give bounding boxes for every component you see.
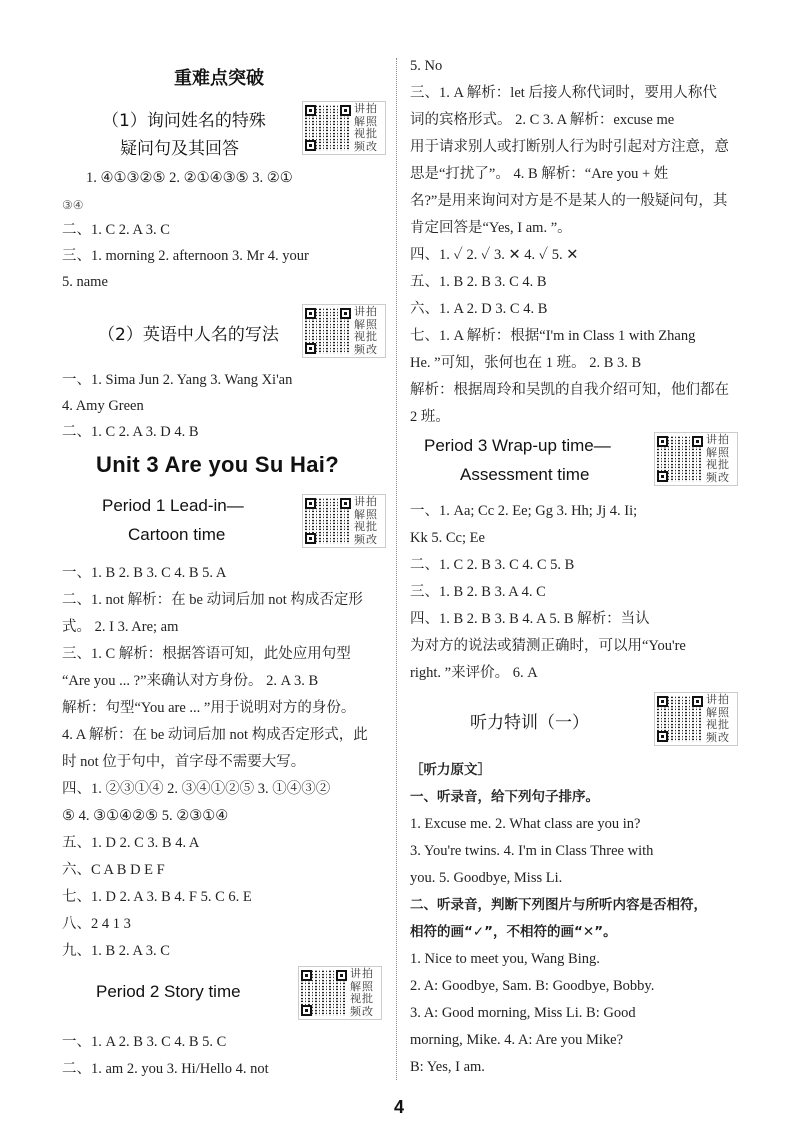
answer-line: 5. No (410, 58, 443, 74)
qr-code-icon (305, 308, 351, 354)
qr-code-icon (657, 696, 703, 742)
answer-line: 八、2 4 1 3 (62, 916, 131, 932)
qr-code-icon (301, 970, 347, 1016)
answer-line: 七、1. A 解析：根据“I'm in Class 1 with Zhang (410, 328, 696, 344)
answer-line: 九、1. B 2. A 3. C (62, 943, 170, 959)
qr-code-icon (305, 498, 351, 544)
answer-line: 1. Excuse me. 2. What class are you in? (410, 816, 641, 832)
answer-line: 六、1. A 2. D 3. C 4. B (410, 301, 548, 317)
qr-labels: 讲 解 视 频 拍 照 批 改 (350, 967, 373, 1018)
qr-labels: 讲 解 视 频 拍 照 批 改 (354, 102, 377, 153)
answer-line: 时 not 位于句中，首字母不需要大写。 (62, 754, 306, 770)
answer-line: 思是“打扰了”。 4. B 解析：“Are you + 姓 (410, 166, 669, 182)
answer-line: 2. A: Goodbye, Sam. B: Goodbye, Bobby. (410, 978, 655, 994)
answer-line: 五、1. D 2. C 3. B 4. A (62, 835, 200, 851)
answer-line: 四、1. B 2. B 3. B 4. A 5. B 解析：当认 (410, 611, 650, 627)
answer-line: 为对方的说法或猜测正确时，可以用“You're (410, 638, 686, 654)
answer-line: 二、1. am 2. you 3. Hi/Hello 4. not (62, 1061, 269, 1077)
answer-line: ⑤ 4. ③①④②⑤ 5. ②③①④ (62, 808, 229, 824)
answer-line: 2 班。 (410, 409, 450, 425)
answer-line: 五、1. B 2. B 3. C 4. B (410, 274, 547, 290)
period3-title-line1: Period 3 Wrap-up time— (424, 436, 611, 455)
answer-line: 六、C A B D E F (62, 862, 165, 878)
answer-line: 二、1. C 2. A 3. D 4. B (62, 424, 199, 440)
answer-line: ③④ (62, 198, 84, 212)
answer-line: 词的宾格形式。 2. C 3. A 解析：excuse me (410, 112, 675, 128)
answer-line: right. ”来评价。 6. A (410, 665, 538, 681)
answer-line: 解析：句型“You are ... ”用于说明对方的身份。 (62, 700, 356, 716)
listening-title: 听力特训（一） (470, 713, 589, 733)
qr-code-video[interactable] (302, 494, 386, 548)
answer-line: 解析：根据周玲和吴凯的自我介绍可知，他们都在 (410, 382, 729, 398)
qr-labels: 讲 解 视 频 拍 照 批 改 (706, 433, 729, 484)
answer-line: 一、1. B 2. B 3. C 4. B 5. A (62, 565, 227, 581)
section-title: 重难点突破 (174, 68, 264, 89)
part2-title: （2）英语中人名的写法 (98, 325, 279, 345)
unit-title: Unit 3 Are you Su Hai? (96, 452, 339, 477)
answer-line: “Are you ... ?”来确认对方身份。 2. A 3. B (62, 673, 319, 689)
listening-instruction: 一、听录音，给下列句子排序。 (410, 789, 599, 805)
answer-line: you. 5. Goodbye, Miss Li. (410, 870, 563, 886)
answer-line: 二、1. not 解析：在 be 动词后加 not 构成否定形 (62, 592, 363, 608)
answer-line: 三、1. C 解析：根据答语可知，此处应用句型 (62, 646, 351, 662)
qr-code-video[interactable] (298, 966, 382, 1020)
answer-line: 4. A 解析：在 be 动词后加 not 构成否定形式，此 (62, 727, 368, 743)
qr-code-video[interactable] (654, 432, 738, 486)
answer-line: morning, Mike. 4. A: Are you Mike? (410, 1032, 624, 1048)
answer-line: 四、1. ✓ 2. ✓ 3. ✕ 4. ✓ 5. ✕ (410, 247, 579, 263)
listening-script-label: ［听力原文］ (410, 762, 491, 778)
answer-line: He. ”可知，张何也在 1 班。 2. B 3. B (410, 355, 642, 371)
period2-title: Period 2 Story time (96, 982, 241, 1001)
listening-instruction: 二、听录音，判断下列图片与所听内容是否相符， (410, 897, 707, 913)
qr-labels: 讲 解 视 频 拍 照 批 改 (354, 495, 377, 546)
answer-line: 名?”是用来询问对方是不是某人的一般疑问句，其 (410, 193, 728, 209)
qr-code-icon (305, 105, 351, 151)
page-number: 4 (394, 1097, 405, 1117)
answer-line: 七、1. D 2. A 3. B 4. F 5. C 6. E (62, 889, 252, 905)
answer-line: 1. Nice to meet you, Wang Bing. (410, 951, 600, 967)
qr-code-video[interactable] (654, 692, 738, 746)
part1-title-line1: （1）询问姓名的特殊 (102, 111, 266, 131)
answer-line: 四、1. ②③①④ 2. ③④①②⑤ 3. ①④③② (62, 781, 331, 797)
answer-line: 肯定回答是“Yes, I am. ”。 (410, 220, 572, 236)
qr-code-icon (657, 436, 703, 482)
answer-line: 二、1. C 2. B 3. C 4. C 5. B (410, 557, 575, 573)
qr-code-video[interactable] (302, 101, 386, 155)
column-divider (396, 58, 397, 1080)
answer-line: 一、1. Aa; Cc 2. Ee; Gg 3. Hh; Jj 4. Ii; (410, 503, 638, 519)
answer-line: 二、1. C 2. A 3. C (62, 222, 170, 238)
answer-line: 4. Amy Green (62, 398, 144, 414)
answer-line: 3. A: Good morning, Miss Li. B: Good (410, 1005, 636, 1021)
answer-line: 三、1. morning 2. afternoon 3. Mr 4. your (62, 248, 309, 264)
answer-line: 三、1. B 2. B 3. A 4. C (410, 584, 546, 600)
answer-line: 式。 2. I 3. Are; am (62, 619, 179, 635)
answer-line: 3. You're twins. 4. I'm in Class Three with (410, 843, 654, 859)
listening-instruction: 相符的画“✓”，不相符的画“✕”。 (410, 924, 617, 940)
answer-line: Kk 5. Cc; Ee (410, 530, 485, 546)
period1-title-line2: Cartoon time (128, 525, 226, 544)
answer-line: 三、1. A 解析：let 后接人称代词时，要用人称代 (410, 85, 717, 101)
period1-title-line1: Period 1 Lead-in— (102, 496, 244, 515)
qr-labels: 讲 解 视 频 拍 照 批 改 (706, 693, 729, 744)
answer-line: 5. name (62, 274, 108, 290)
period3-title-line2: Assessment time (460, 465, 590, 484)
answer-line: B: Yes, I am. (410, 1059, 485, 1075)
answer-line: 1. ④①③②⑤ 2. ②①④③⑤ 3. ②① (86, 170, 293, 186)
qr-labels: 讲 解 视 频 拍 照 批 改 (354, 305, 377, 356)
answer-line: 一、1. Sima Jun 2. Yang 3. Wang Xi'an (62, 372, 293, 388)
qr-code-video[interactable] (302, 304, 386, 358)
part1-title-line2: 疑问句及其回答 (120, 139, 239, 159)
answer-line: 用于请求别人或打断别人行为时引起对方注意，意 (410, 139, 729, 155)
answer-line: 一、1. A 2. B 3. C 4. B 5. C (62, 1034, 227, 1050)
